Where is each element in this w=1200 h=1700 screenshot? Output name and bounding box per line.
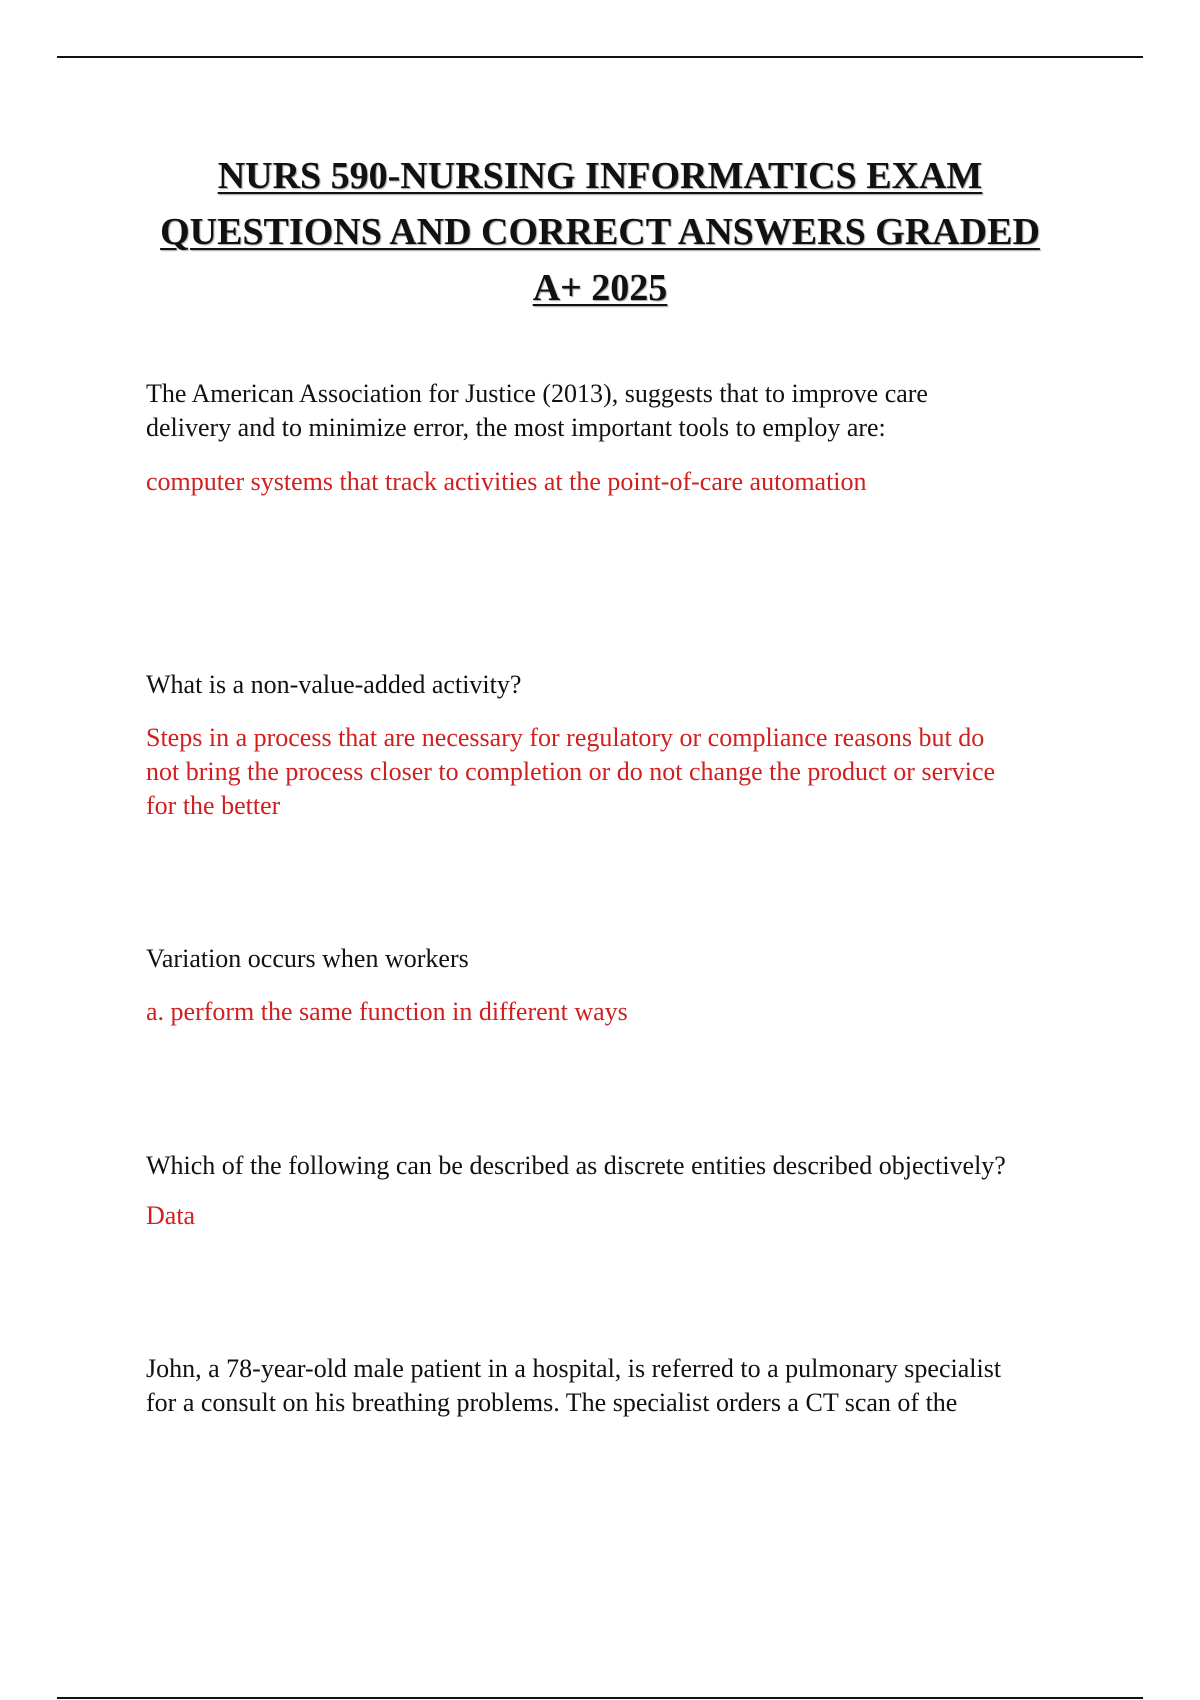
answer-2-line-3: for the better: [146, 791, 281, 820]
answer-2-line-2: not bring the process closer to completion or do not change the product or service: [146, 757, 996, 786]
answer-2: [146, 721, 1086, 823]
question-1-line-2: delivery and to minimize error, the most important tools to employ are:: [146, 413, 886, 442]
question-5-line-1: John, a 78-year-old male patient in a hospital, is referred to a pulmonary specialist: [146, 1354, 1002, 1383]
answer-3-line-1: a. perform the same function in different ways: [146, 997, 628, 1026]
question-5-line-2: for a consult on his breathing problems. The specialist orders a CT scan of the: [146, 1388, 958, 1417]
question-3-line-1: Variation occurs when workers: [146, 944, 469, 973]
document-title: [100, 148, 1100, 316]
answer-1: [146, 465, 1086, 499]
question-4: [146, 1149, 1086, 1183]
top-rule: [57, 56, 1143, 58]
answer-4: [146, 1199, 1086, 1233]
question-4-line-1: Which of the following can be described as discrete entities described objectively?: [146, 1151, 1006, 1180]
question-5: [146, 1352, 1086, 1420]
question-1: [146, 377, 1086, 445]
answer-4-line-1: Data: [146, 1201, 196, 1230]
bottom-rule: [57, 1697, 1143, 1699]
question-2: [146, 668, 1086, 702]
answer-2-line-1: Steps in a process that are necessary for regulatory or compliance reasons but do: [146, 723, 985, 752]
question-3: [146, 942, 1086, 976]
answer-1-line-1: computer systems that track activities at the point-of-care automation: [146, 467, 867, 496]
answer-3: [146, 995, 1086, 1029]
title-line-2: QUESTIONS AND CORRECT ANSWERS GRADED: [160, 211, 1040, 253]
question-2-line-1: What is a non-value-added activity?: [146, 670, 522, 699]
question-1-line-1: The American Association for Justice (2013), suggests that to improve care: [146, 379, 928, 408]
title-line-1: NURS 590-NURSING INFORMATICS EXAM: [217, 155, 983, 197]
title-line-3: A+ 2025: [532, 267, 668, 309]
